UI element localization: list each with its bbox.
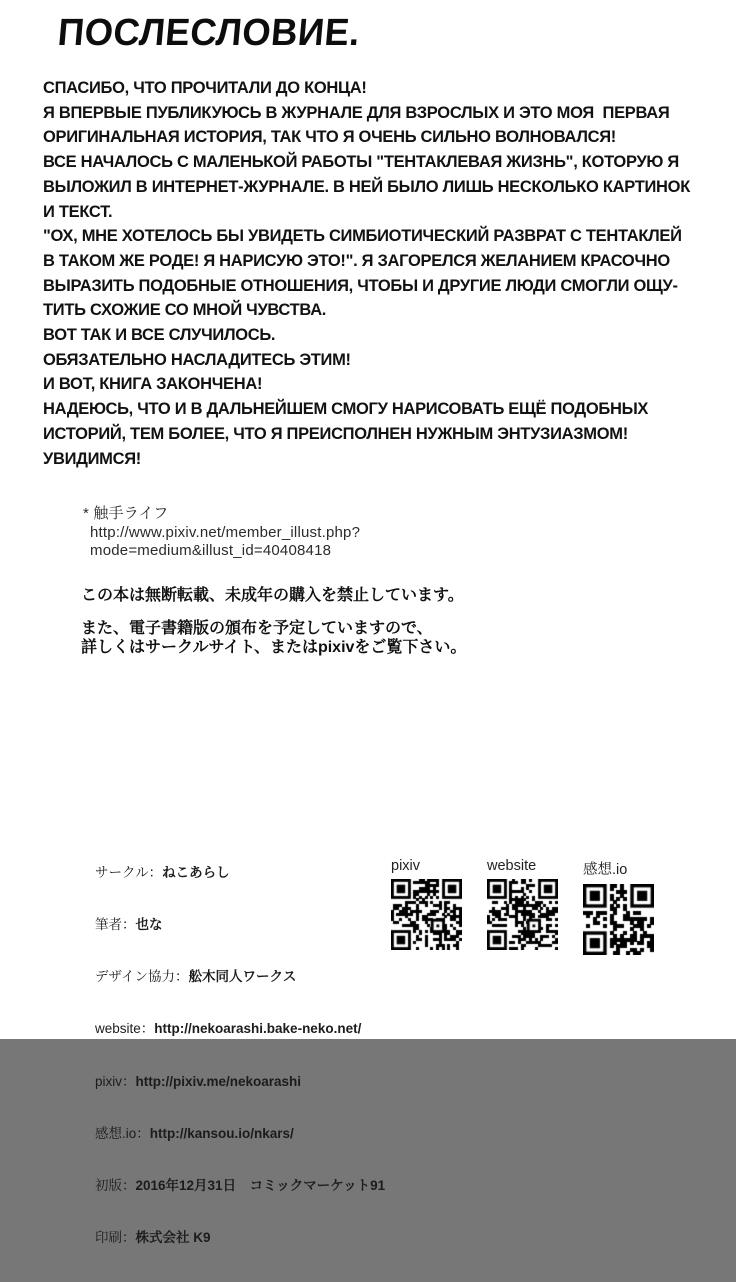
credit-value: 舩木同人ワークス (188, 969, 297, 985)
credit-value: ねこあらし (162, 864, 230, 880)
notice-gap (81, 606, 466, 619)
legal-notice (81, 586, 466, 658)
credit-label: website： (95, 1021, 155, 1037)
credit-value: http://pixiv.me/nekoarashi (135, 1073, 302, 1089)
source-footnote (83, 505, 360, 561)
body-line: Я ВПЕРВЫЕ ПУБЛИКУЮСЬ В ЖУРНАЛЕ ДЛЯ ВЗРОСЛЫХ И ЭТО МОЯ ПЕРВАЯ (43, 103, 670, 122)
credit-label: サークル： (95, 864, 163, 880)
credit-row-first-edition (95, 1177, 385, 1194)
credit-row-author (95, 916, 385, 933)
body-line: "ОХ, МНЕ ХОТЕЛОСЬ БЫ УВИДЕТЬ СИМБИОТИЧЕСКИЙ РАЗВРАТ С ТЕНТАКЛЕЙ (43, 227, 682, 246)
notice-line: この本は無断転載、未成年の購入を禁止しています。 (81, 587, 464, 604)
credit-label: デザイン協力： (95, 969, 189, 985)
body-line: НАДЕЮСЬ, ЧТО И В ДАЛЬНЕЙШЕМ СМОГУ НАРИСОВАТЬ ЕЩЁ ПОДОБНЫХ (43, 400, 649, 419)
qr-item-kansou (583, 858, 654, 955)
qr-item-pixiv (391, 858, 462, 955)
credit-value: 株式会社 K9 (135, 1230, 211, 1246)
credits-block (95, 829, 385, 1282)
qr-code-kansou-icon (583, 884, 654, 955)
body-line: И ТЕКСТ. (43, 202, 113, 221)
body-line: ВЫЛОЖИЛ В ИНТЕРНЕТ-ЖУРНАЛЕ. В НЕЙ БЫЛО ЛИШЬ НЕСКОЛЬКО КАРТИНОК (43, 177, 690, 196)
notice-line: また、電子書籍版の頒布を予定していますので、 (81, 619, 433, 637)
credit-label: 筆者： (95, 917, 136, 933)
credit-row-circle (95, 864, 385, 881)
credit-value: 也な (135, 917, 163, 933)
qr-label: website (487, 858, 537, 874)
credit-value: http://nekoarashi.bake-neko.net/ (154, 1021, 362, 1037)
credit-row-design (95, 968, 385, 985)
credit-row-pixiv (95, 1073, 385, 1090)
afterword-body (43, 76, 719, 471)
body-line: ВЫРАЗИТЬ ПОДОБНЫЕ ОТНОШЕНИЯ, ЧТОБЫ И ДРУГИЕ ЛЮДИ СМОГЛИ ОЩУ- (43, 276, 678, 295)
qr-label: pixiv (391, 858, 421, 874)
credit-row-printer (95, 1229, 385, 1246)
footnote-url-line2: mode=medium&illust_id=40408418 (90, 542, 332, 559)
credit-label: pixiv： (95, 1073, 136, 1089)
qr-label: 感想.io (583, 862, 628, 878)
credit-label: 印刷： (95, 1230, 136, 1246)
body-line: ТИТЬ СХОЖИЕ СО МНОЙ ЧУВСТВА. (43, 301, 327, 320)
footnote-url-line1: http://www.pixiv.net/member_illust.php? (90, 523, 361, 541)
body-line: ОБЯЗАТЕЛЬНО НАСЛАДИТЕСЬ ЭТИМ! (43, 350, 351, 369)
credit-value: 2016年12月31日 コミックマーケット91 (135, 1178, 386, 1194)
credit-label: 感想.io： (95, 1125, 150, 1141)
credit-value: http://kansou.io/nkars/ (149, 1125, 294, 1141)
body-line: ИСТОРИЙ, ТЕМ БОЛЕЕ, ЧТО Я ПРЕИСПОЛНЕН НУЖНЫМ ЭНТУЗИАЗМОМ! (43, 424, 628, 443)
body-line: В ТАКОМ ЖЕ РОДЕ! Я НАРИСУЮ ЭТО!". Я ЗАГОРЕЛСЯ ЖЕЛАНИЕМ КРАСОЧНО (43, 251, 670, 270)
page-title: ПОСЛЕСЛОВИЕ. (56, 12, 362, 54)
credit-row-kansou (95, 1125, 385, 1142)
body-line: СПАСИБО, ЧТО ПРОЧИТАЛИ ДО КОНЦА! (43, 79, 367, 97)
qr-code-website-icon (487, 879, 558, 950)
body-line: ВСЕ НАЧАЛОСЬ С МАЛЕНЬКОЙ РАБОТЫ "ТЕНТАКЛЕВАЯ ЖИЗНЬ", КОТОРУЮ Я (43, 153, 679, 172)
credit-row-website (95, 1020, 385, 1037)
body-line: И ВОТ, КНИГА ЗАКОНЧЕНА! (43, 375, 263, 394)
body-line: ОРИГИНАЛЬНАЯ ИСТОРИЯ, ТАК ЧТО Я ОЧЕНЬ СИЛЬНО ВОЛНОВАЛСЯ! (43, 128, 617, 147)
qr-code-pixiv-icon (391, 879, 462, 950)
credit-label: 初版： (95, 1178, 136, 1194)
body-line: ВОТ ТАК И ВСЕ СЛУЧИЛОСЬ. (43, 326, 276, 345)
qr-item-website (487, 858, 558, 955)
body-line: УВИДИМСЯ! (43, 449, 141, 468)
qr-code-row (391, 858, 654, 955)
notice-line: 詳しくはサークルサイト、またはpixivをご覧下さい。 (81, 639, 467, 656)
footnote-note: * 触手ライフ (83, 505, 169, 522)
